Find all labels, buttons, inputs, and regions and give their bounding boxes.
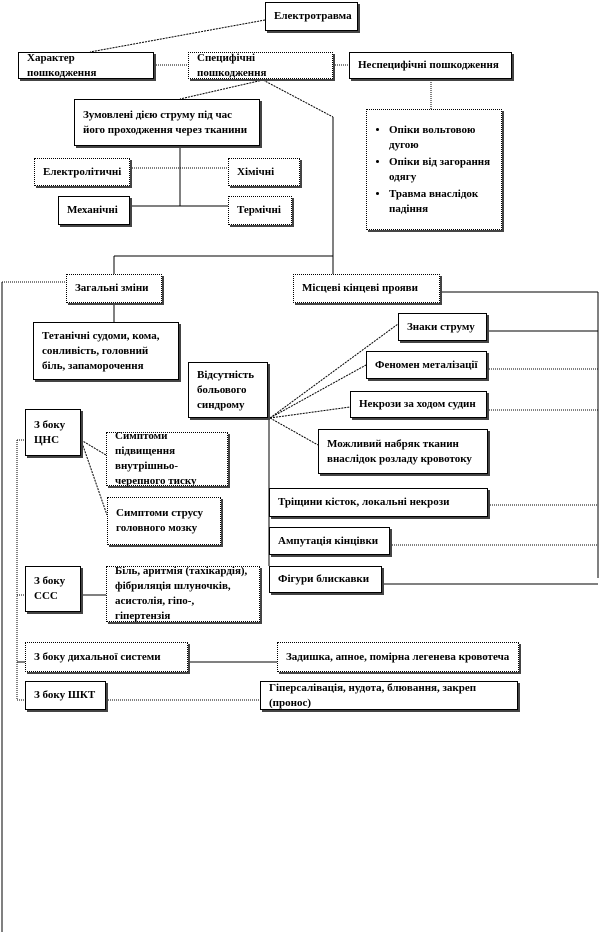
general-label: Загальні зміни [75,282,149,294]
nonspecific-list [375,121,493,219]
local-item-label: Феномен металізації [375,358,478,371]
gi-box [25,681,106,710]
local-item-box [269,488,488,517]
cns-item-label: Симптоми підвищення внутрішньо-черепного тиску [115,430,197,487]
type-label: Механічні [67,204,118,216]
local-item-label: Можливий набряк тканин внаслідок розладу кровотоку [327,437,472,465]
type-box [228,196,292,225]
specific-label: Специфічні пошкодження [197,51,267,79]
general-symptoms-label: Тетанічні судоми, кома, сонливість, головний біль, запаморочення [42,329,160,372]
nonspecific-label: Неспецифічні пошкодження [358,59,499,71]
local-item-label: Тріщини кісток, локальні некрози [278,496,450,508]
local-box [293,274,440,303]
resp-box [25,642,188,672]
specific-box [188,52,333,79]
local-item-label: Некрози за ходом судин [359,398,476,410]
character-box [18,52,154,79]
cvs-label: З боку ССС [34,575,66,602]
local-label: Місцеві кінцеві прояви [302,282,418,294]
no-pain-box [188,362,268,418]
resp-items-box [277,642,519,672]
list-item: • Опіки від загорання одягу [389,155,493,185]
local-item-label: Ампутація кінцівки [278,534,379,547]
type-box [228,158,300,186]
root-label: Електротравма [274,10,352,22]
type-label: Термічні [237,204,281,216]
root-box [265,2,358,31]
cns-label: З боку ЦНС [34,418,66,446]
caused-box [74,99,260,146]
cvs-items-box [106,566,260,622]
type-label: Електролітичні [43,165,122,178]
character-label: Характер пошкодження [27,51,97,79]
cvs-items-label: Біль, аритмія (тахікардія), фібриляція шлуночків, асистолія, гіпо-, гіпертензія [115,565,248,622]
cns-item-box [107,497,221,545]
list-item: • Опіки вольтовою дугою [389,123,493,153]
local-item-box [269,527,390,555]
local-item-label: Знаки струму [407,320,475,333]
general-symptoms-box [33,322,179,380]
nonspecific-list-box [366,109,502,230]
general-box [66,274,162,303]
gi-items-box [260,681,518,710]
gi-label: З боку ШКТ [34,689,96,701]
no-pain-label: Відсутність больового синдрому [197,368,255,411]
cvs-box [25,566,81,612]
local-item-box [350,391,487,418]
local-item-box [366,351,487,379]
cns-item-label: Симптоми струсу головного мозку [116,507,204,534]
nonspecific-box [349,52,512,79]
resp-label: З боку дихальної системи [34,650,161,663]
local-item-box [398,313,487,341]
local-item-box [318,429,488,474]
type-box [34,158,130,186]
local-item-box [269,566,382,593]
cns-item-box [106,432,228,486]
type-label: Хімічні [237,165,275,178]
resp-items-label: Задишка, апное, помірна легенева кровотеча [286,650,510,663]
type-box [58,196,130,225]
list-item: • Травма внаслідок падіння [389,187,493,217]
gi-items-label: Гіперсалівація, нудота, блювання, закреп (пронос) [269,681,477,709]
local-item-label: Фігури блискавки [278,573,370,585]
caused-label: Зумовлені дією струму під час його проходження через тканини [83,108,248,136]
cns-box [25,409,81,456]
